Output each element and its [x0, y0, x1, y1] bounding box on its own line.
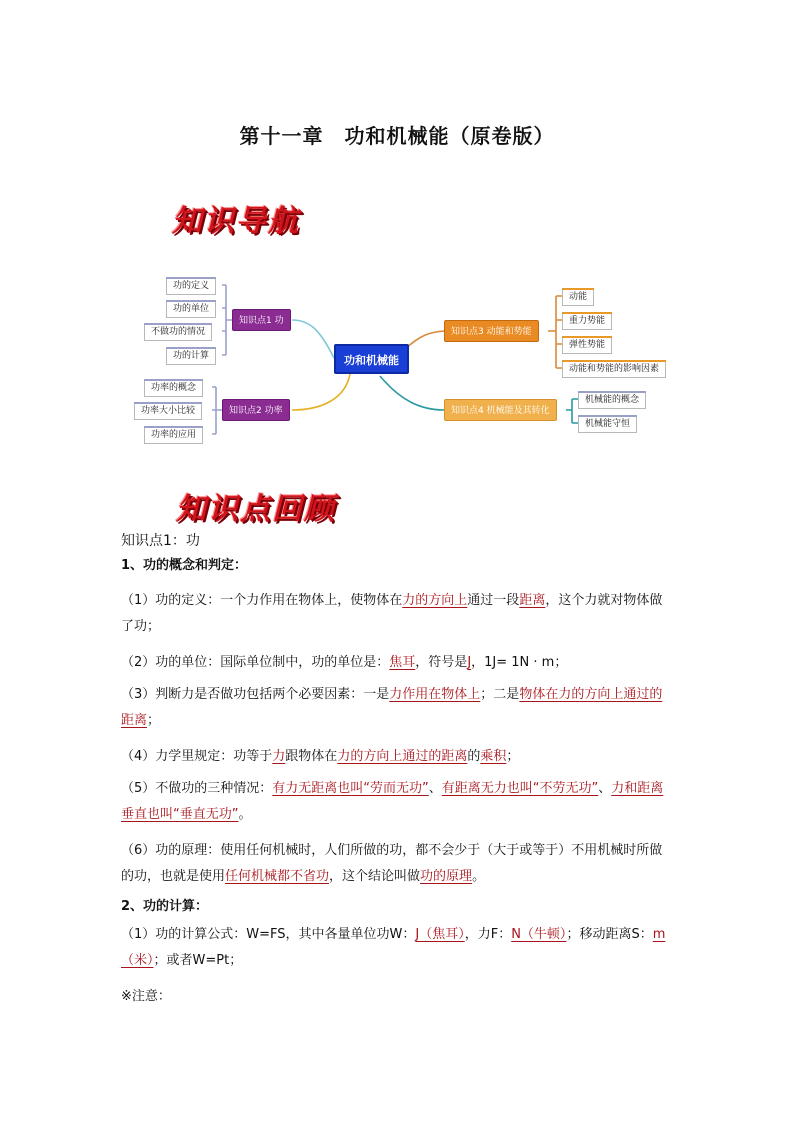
knowledge-point-title: 知识点1：功 — [121, 533, 200, 549]
mindmap-leaf: 不做功的情况 — [144, 323, 212, 341]
mindmap-connectors — [0, 0, 794, 460]
paragraph-work-formula: （1）功的计算公式：W=FS，其中各量单位功W：J（焦耳），力F：N（牛顿）；移动距离S：m（米）；或者W=Pt； — [121, 927, 666, 968]
mindmap-hub-kp4: 知识点4 机械能及其转化 — [444, 399, 557, 421]
banner-knowledge-review: 知识点回顾 — [176, 492, 336, 527]
mindmap-leaf: 动能 — [562, 288, 594, 306]
mindmap-hub-kp2: 知识点2 功率 — [222, 399, 290, 421]
mindmap-leaf: 功的计算 — [166, 347, 216, 365]
mindmap-leaf: 机械能的概念 — [578, 391, 646, 409]
paragraph-work-unit: （2）功的单位：国际单位制中，功的单位是：焦耳，符号是J，1J= 1N · m； — [121, 655, 568, 670]
mindmap-leaf: 功率的应用 — [144, 426, 203, 444]
mindmap-leaf: 功率大小比较 — [134, 402, 202, 420]
mindmap-leaf: 功的单位 — [166, 300, 216, 318]
mindmap-leaf: 弹性势能 — [562, 336, 612, 354]
mindmap-leaf: 功的定义 — [166, 277, 216, 295]
mindmap-center-node: 功和机械能 — [334, 344, 409, 374]
mindmap-leaf: 功率的概念 — [144, 379, 203, 397]
paragraph-work-factors: （3）判断力是否做功包括两个必要因素：一是力作用在物体上；二是物体在力的方向上通过的距离； — [121, 687, 663, 728]
mindmap-leaf: 重力势能 — [562, 312, 612, 330]
paragraph-work-rule: （4）力学里规定：功等于力跟物体在力的方向上通过的距离的乘积； — [121, 749, 520, 764]
mindmap-hub-kp3: 知识点3 动能和势能 — [444, 320, 539, 342]
paragraph-no-work-cases: （5）不做功的三种情况：有力无距离也叫“劳而无功”、有距离无力也叫“不劳无功”、力和距离垂直也叫“垂直无功”。 — [121, 781, 664, 822]
page-title: 第十一章 功和机械能（原卷版） — [239, 124, 555, 148]
section-heading: 1、功的概念和判定： — [121, 558, 248, 573]
mindmap-leaf: 机械能守恒 — [578, 415, 637, 433]
paragraph-work-definition: （1）功的定义：一个力作用在物体上，使物体在力的方向上通过一段距离，这个力就对物体做了功； — [121, 593, 663, 634]
section-heading: 2、功的计算： — [121, 899, 209, 914]
paragraph-work-principle: （6）功的原理：使用任何机械时，人们所做的功，都不会少于（大于或等于）不用机械时所做的功，也就是使用任何机械都不省功，这个结论叫做功的原理。 — [121, 843, 663, 884]
mindmap-leaf: 动能和势能的影响因素 — [562, 360, 666, 378]
note-label: ※注意： — [121, 989, 171, 1004]
mindmap-hub-kp1: 知识点1 功 — [232, 309, 291, 331]
banner-knowledge-nav: 知识导航 — [172, 204, 300, 239]
